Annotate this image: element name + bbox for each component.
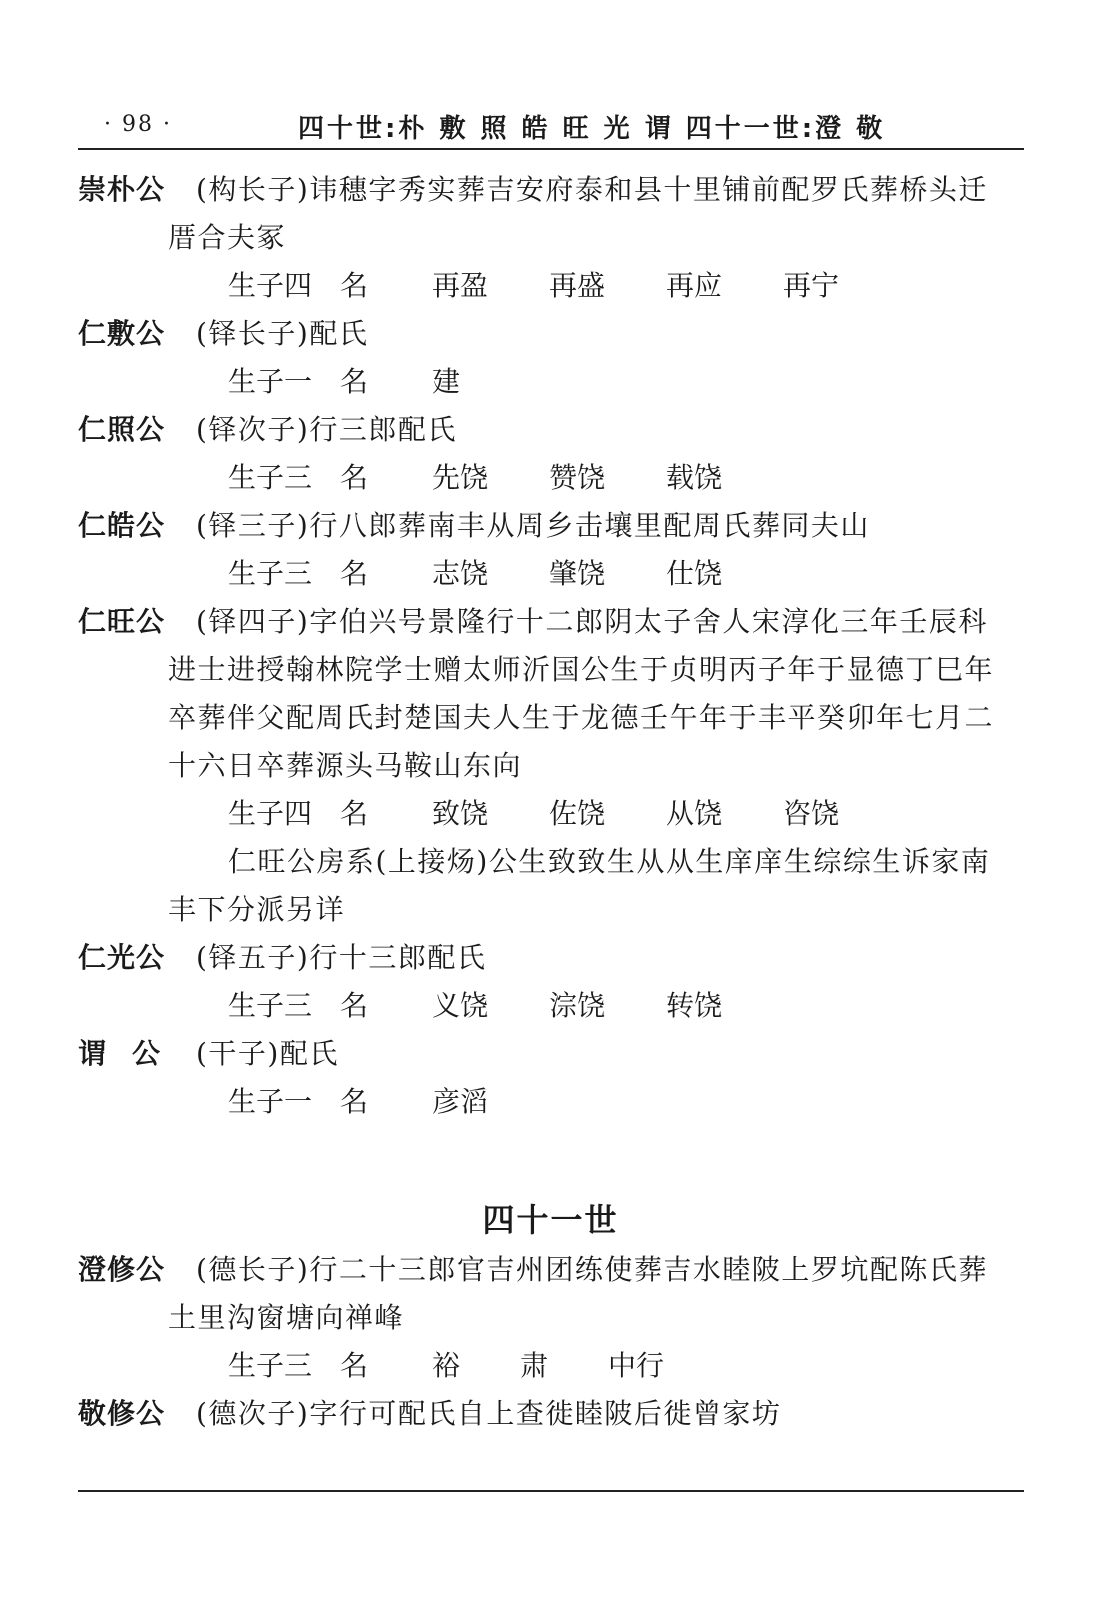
son-name: 淙饶: [549, 989, 606, 1022]
entry-text: (铎三子)行八郎葬南丰从周乡击壤里配周氏葬同夫山: [196, 509, 870, 542]
sons-label: 生子四 名: [228, 269, 369, 302]
son-name: 志饶: [432, 557, 489, 590]
entry-name: 澄修公: [78, 1253, 166, 1286]
entry-text: 厝合夫冢: [168, 221, 287, 254]
section-heading: 四十一世: [482, 1201, 619, 1239]
son-name: 咨饶: [783, 797, 840, 830]
son-name: 肇饶: [549, 557, 606, 590]
entry-name: 仁敷公: [78, 317, 166, 350]
son-name: 赞饶: [549, 461, 606, 494]
sons-label: 生子三 名: [228, 989, 369, 1022]
entry-text: 土里沟窗塘向禅峰: [168, 1301, 405, 1334]
sons-label: 生子四 名: [228, 797, 369, 830]
son-name: 再应: [666, 269, 723, 302]
son-name: 建: [432, 365, 461, 398]
entry-name: 仁旺公: [78, 605, 166, 638]
sons-label: 生子一 名: [228, 365, 369, 398]
running-title: 四十世:朴 敷 照 皓 旺 光 谓 四十一世:澄 敬: [298, 114, 886, 144]
entry-name: 仁皓公: [78, 509, 166, 542]
entry-text: 十六日卒葬源头马鞍山东向: [168, 749, 523, 782]
entry-text: (构长子)讳穗字秀实葬吉安府泰和县十里铺前配罗氏葬桥头迁: [196, 173, 988, 206]
sons-label: 生子三 名: [228, 461, 369, 494]
page-number: · 98 ·: [104, 112, 172, 137]
son-name: 从饶: [666, 797, 723, 830]
entry-text: (铎次子)行三郎配氏: [196, 413, 457, 446]
son-name: 先饶: [432, 461, 489, 494]
header-rule: [78, 148, 1024, 150]
entry-text: (铎长子)配氏: [196, 317, 369, 350]
page-header: [78, 108, 1024, 152]
footer-rule: [78, 1490, 1024, 1492]
sons-label: 生子三 名: [228, 1349, 369, 1382]
entry-text: (德次子)字行可配氏自上查徙睦陂后徙曾家坊: [196, 1397, 782, 1430]
son-name: 彦滔: [432, 1085, 489, 1118]
son-name: 再盈: [432, 269, 489, 302]
entry-text: (铎五子)行十三郎配氏: [196, 941, 487, 974]
sons-label: 生子三 名: [228, 557, 369, 590]
entry-name: 敬修公: [78, 1397, 166, 1430]
entry-text: 卒葬伴父配周氏封楚国夫人生于龙德壬午年于丰平癸卯年七月二: [168, 701, 995, 734]
son-name: 义饶: [432, 989, 489, 1022]
entry-text: (铎四子)字伯兴号景隆行十二郎阴太子舍人宋淳化三年壬辰科: [196, 605, 988, 638]
son-name: 中行: [608, 1349, 665, 1382]
entry-name: 仁光公: [78, 941, 166, 974]
son-name: 转饶: [666, 989, 723, 1022]
son-name: 载饶: [666, 461, 723, 494]
son-name: 肃: [520, 1349, 549, 1382]
sons-label: 生子一 名: [228, 1085, 369, 1118]
entry-note: 仁旺公房系(上接炀)公生致致生从从生庠庠生综综生诉家南: [228, 845, 991, 878]
entry-name: 仁照公: [78, 413, 166, 446]
entry-text: 进士进授翰林院学士赠太师沂国公生于贞明丙子年于显德丁巳年: [168, 653, 995, 686]
son-name: 致饶: [432, 797, 489, 830]
entry-name: 崇朴公: [78, 173, 166, 206]
entry-text: (干子)配氏: [196, 1037, 339, 1070]
son-name: 再宁: [783, 269, 840, 302]
son-name: 再盛: [549, 269, 606, 302]
entry-note: 丰下分派另详: [168, 893, 346, 926]
son-name: 佐饶: [549, 797, 606, 830]
entry-name: 谓公: [78, 1037, 187, 1070]
son-name: 裕: [432, 1349, 461, 1382]
entry-text: (德长子)行二十三郎官吉州团练使葬吉水睦陂上罗坑配陈氏葬: [196, 1253, 988, 1286]
son-name: 仕饶: [666, 557, 723, 590]
